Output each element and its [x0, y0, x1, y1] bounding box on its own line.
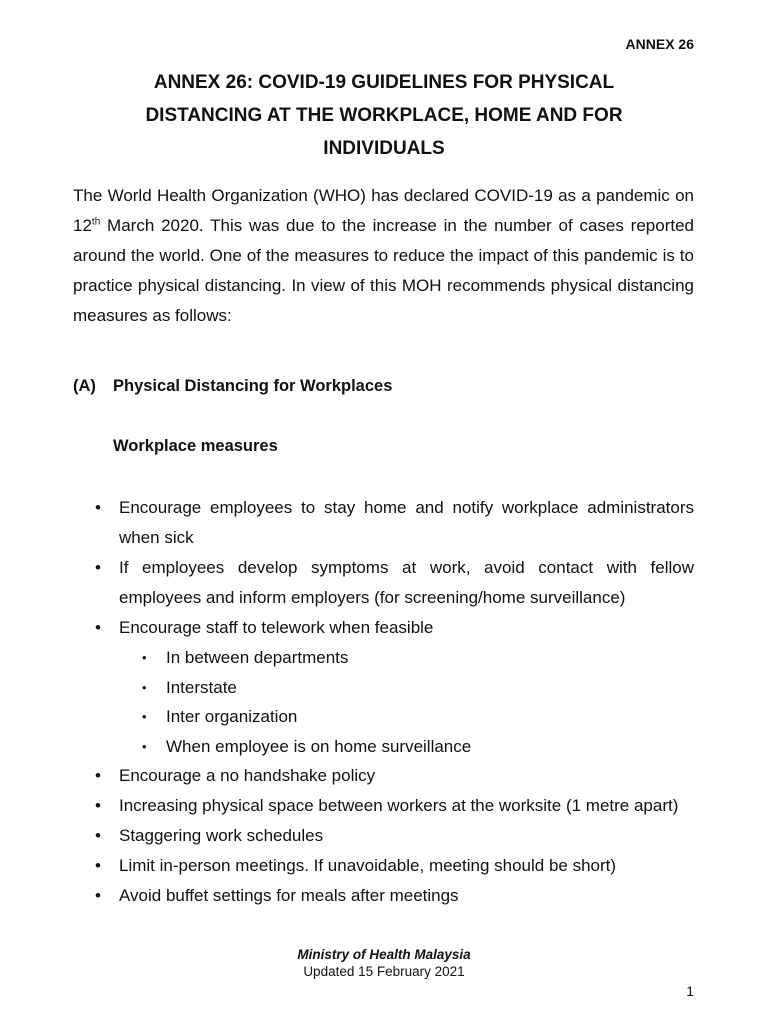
- list-item-text: Avoid buffet settings for meals after meetings: [119, 886, 459, 905]
- list-item: [95, 851, 694, 881]
- list-item: [95, 881, 694, 911]
- sub-list-item-text: Interstate: [166, 677, 237, 697]
- intro-paragraph: [73, 181, 694, 331]
- telework-sub-list: [119, 643, 694, 761]
- workplace-measures-list: [95, 493, 694, 911]
- bullet-icon: •: [95, 618, 101, 637]
- bullet-icon: •: [95, 796, 101, 815]
- list-item: [95, 553, 694, 613]
- sub-bullet-icon: •: [142, 709, 147, 724]
- bullet-icon: •: [95, 498, 101, 517]
- section-a-heading: [73, 377, 392, 396]
- list-item: [95, 613, 694, 761]
- sub-list-item-text: When employee is on home surveillance: [166, 736, 472, 756]
- sub-list-item-text: In between departments: [166, 648, 349, 667]
- bullet-icon: •: [95, 886, 101, 905]
- title-line-1: ANNEX 26: COVID-19 GUIDELINES FOR PHYSICAL: [153, 72, 615, 93]
- section-letter: (A): [73, 377, 96, 395]
- list-item: [95, 493, 694, 553]
- list-item: [95, 791, 694, 821]
- page-number: 1: [686, 983, 694, 999]
- list-item: [95, 761, 694, 791]
- intro-text-part-1: The World Health Organization (WHO) has declared COVID-19 as a pandemic on 12: [73, 186, 694, 235]
- title-line-2: DISTANCING AT THE WORKPLACE, HOME AND FOR: [145, 105, 623, 126]
- section-title: Physical Distancing for Workplaces: [113, 377, 393, 395]
- sub-list-item: [119, 732, 694, 762]
- bullet-icon: •: [95, 826, 101, 845]
- bullet-icon: •: [95, 856, 101, 875]
- sub-list-item: [119, 673, 694, 703]
- sub-list-item: [119, 702, 694, 732]
- bullet-icon: •: [95, 558, 101, 577]
- workplace-measures-subheading: Workplace measures: [113, 437, 278, 455]
- footer-organization: Ministry of Health Malaysia: [297, 947, 471, 962]
- sub-bullet-icon: •: [142, 738, 147, 754]
- list-item: [95, 821, 694, 851]
- sub-list-item: [119, 643, 694, 673]
- list-item-text: Encourage a no handshake policy: [119, 766, 376, 785]
- sub-bullet-icon: •: [142, 650, 147, 665]
- list-item-text: Encourage staff to telework when feasible: [119, 618, 434, 637]
- intro-text-part-2: March 2020. This was due to the increase in the number of cases reported around the world. One of the measures to reduce the impact of this pandemic is to practice physical distancing. In view of this MOH recommends physical distancing measures as follows:: [73, 216, 694, 325]
- list-item-text: Encourage employees to stay home and notify workplace administrators when sick: [119, 498, 694, 547]
- sub-list-item-text: Inter organization: [166, 707, 298, 726]
- list-item-text: Increasing physical space between workers at the worksite (1 metre apart): [119, 796, 679, 815]
- title-line-3: INDIVIDUALS: [323, 138, 445, 159]
- footer-updated-date: Updated 15 February 2021: [303, 964, 465, 979]
- page-title: [80, 66, 688, 165]
- bullet-icon: •: [95, 766, 101, 785]
- page-footer: [0, 946, 768, 980]
- list-item-text: Staggering work schedules: [119, 826, 324, 845]
- sub-bullet-icon: •: [142, 679, 147, 695]
- annex-label: ANNEX 26: [625, 36, 694, 52]
- intro-superscript: th: [91, 216, 101, 228]
- list-item-text: Limit in-person meetings. If unavoidable, meeting should be short): [119, 856, 617, 875]
- list-item-text: If employees develop symptoms at work, avoid contact with fellow employees and inform employers (for screening/home surveillance): [119, 558, 694, 607]
